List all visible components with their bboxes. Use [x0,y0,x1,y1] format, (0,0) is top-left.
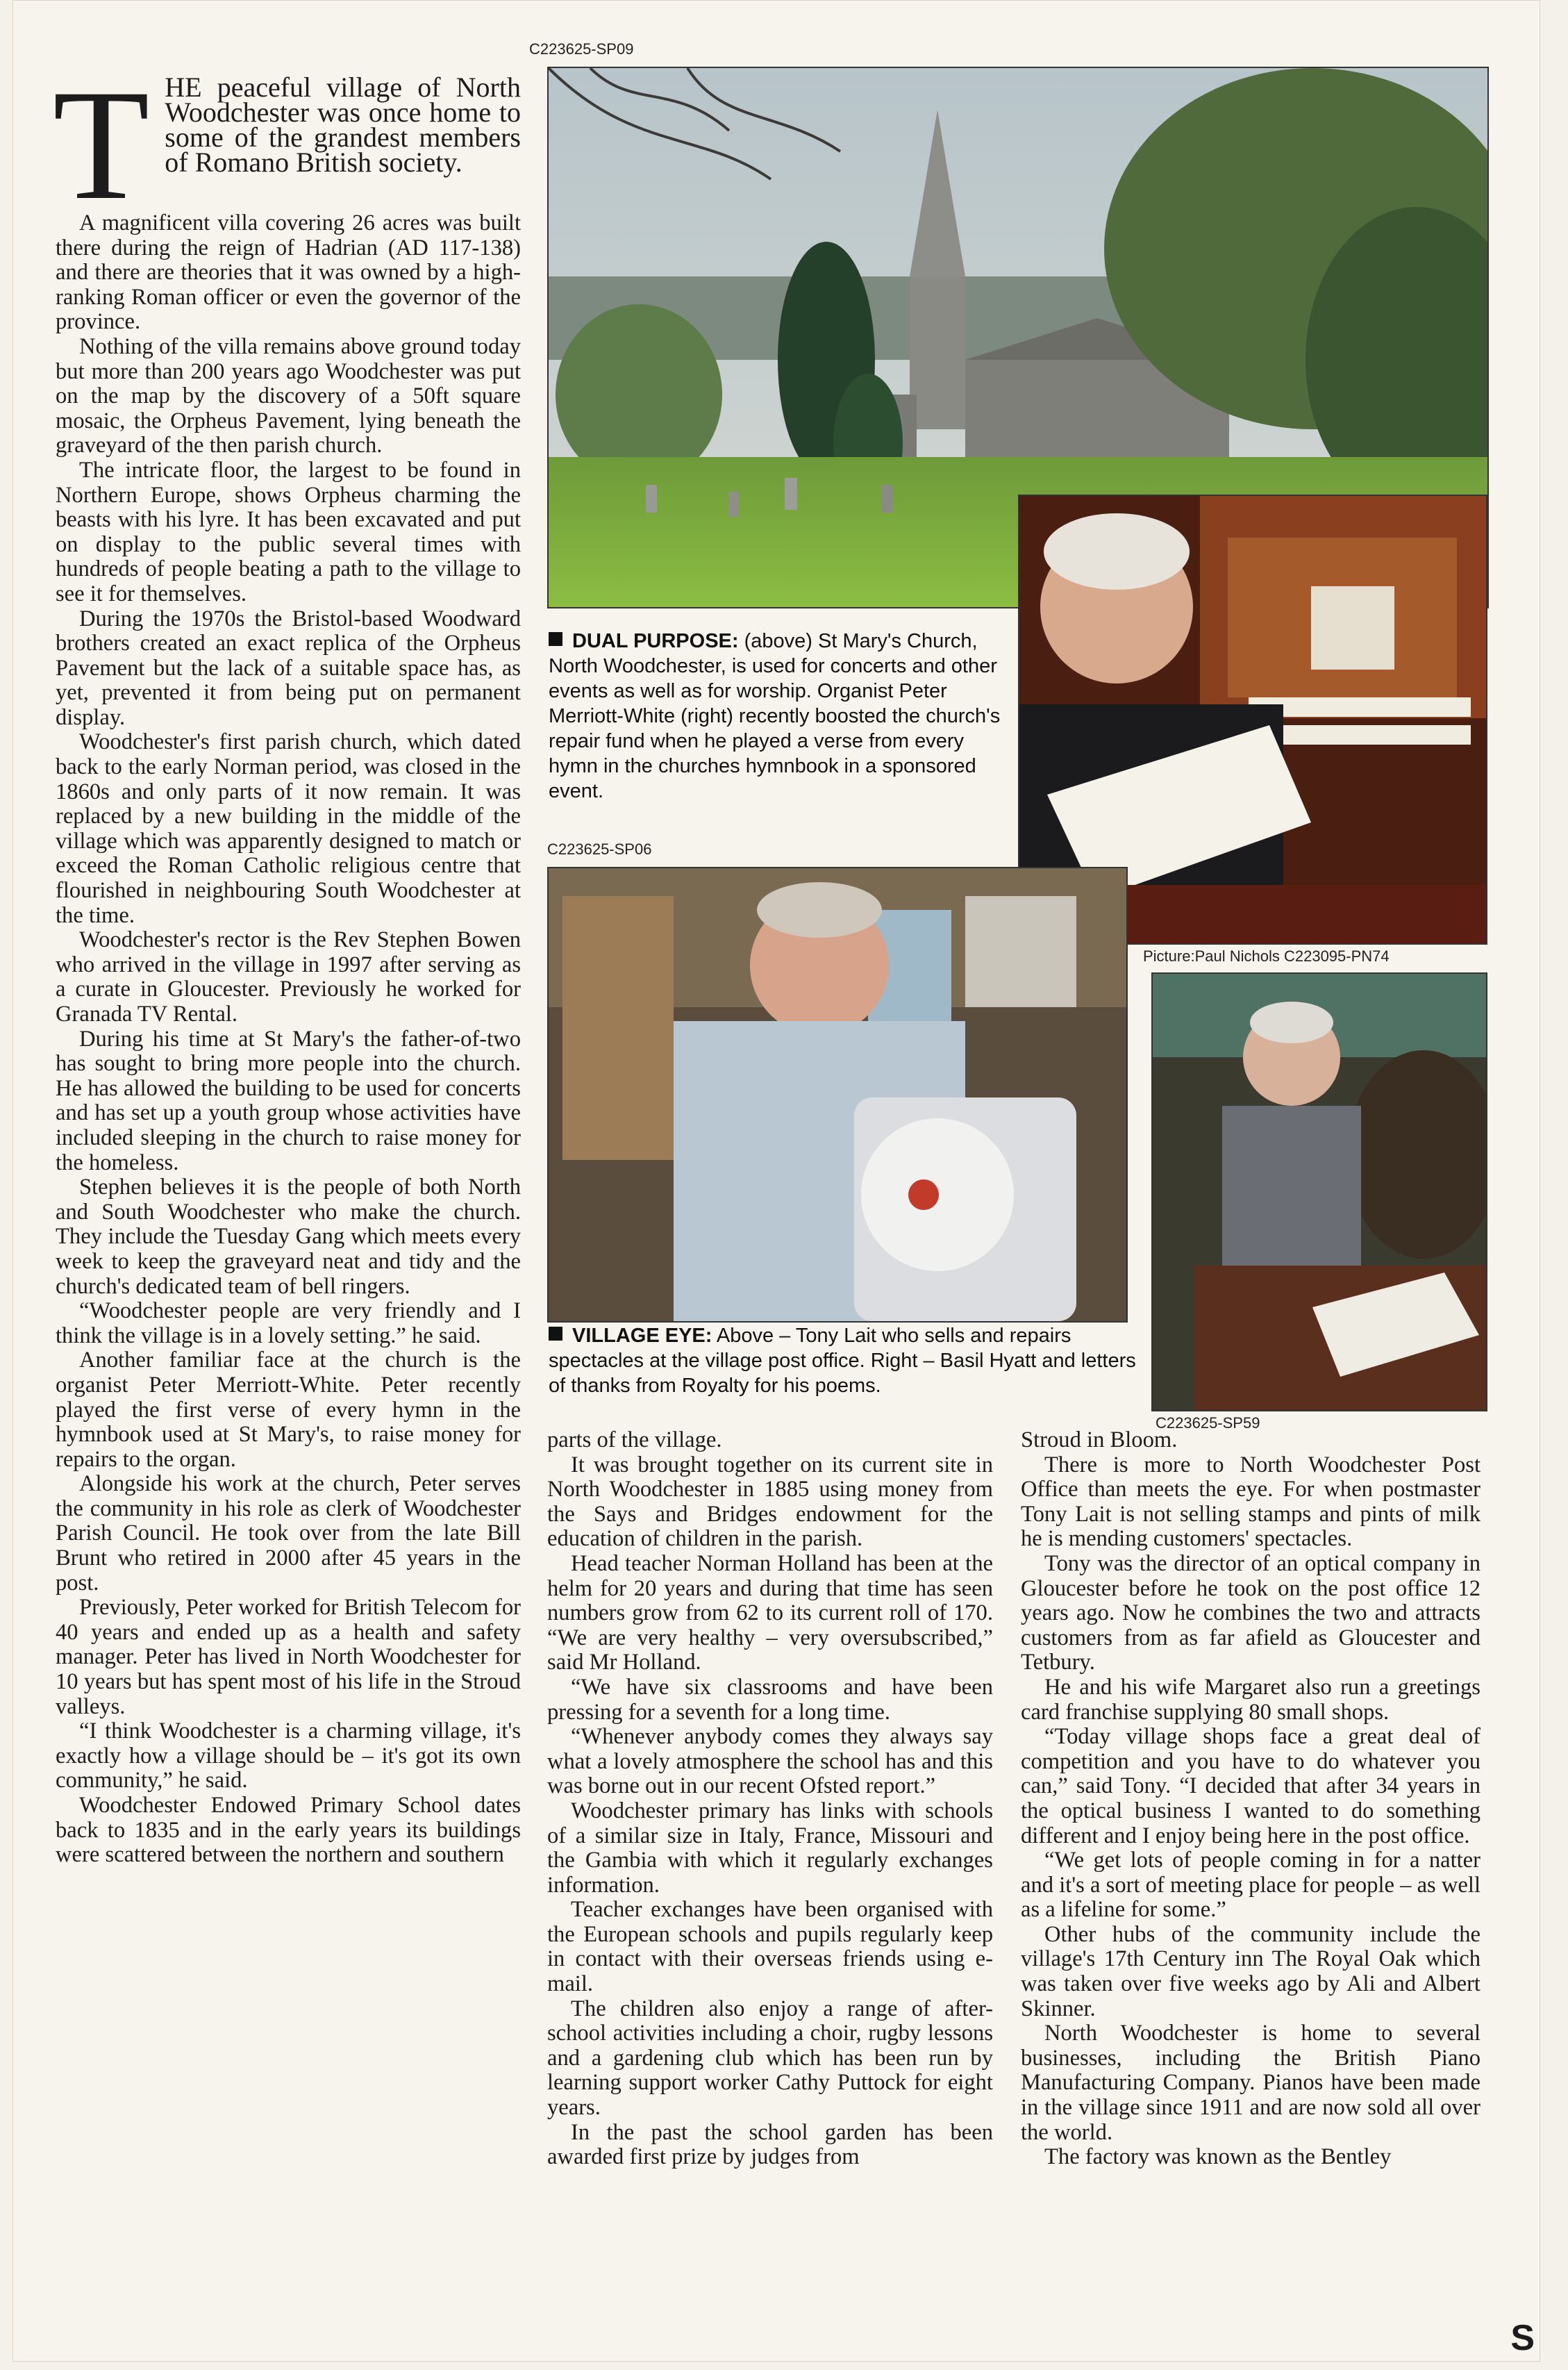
photo-credit: Picture:Paul Nichols C223095-PN74 [1143,947,1390,965]
photo-code-mid: C223625-SP06 [547,840,652,858]
paragraph: “We have six classrooms and have been pressing for a seventh for a long time. [547,1674,993,1725]
edge-mark: S [1510,2318,1535,2358]
lead-text: HE peaceful village of North Woodchester was once home to some of the grandest members of Romano British society. [165,72,521,178]
paragraph: The intricate floor, the largest to be found in Northern Europe, shows Orpheus charming the beasts with his lyre. It has been excavated and put on display to the public several times with hundreds of people beating a path to the village to see it for themselves. [56,457,521,606]
paragraph: “We get lots of people coming in for a natter and it's a sort of meeting place for people – as well as a lifeline for some.” [1021,1848,1481,1923]
caption-text: (above) St Mary's Church, North Woodchester, is used for concerts and other events as well as for worship. Organist Peter Merriott-White (right) recently boosted the church's repair fund when he played a verse from every hymn in the churches hymnbook in a sponsored event. [549,630,1001,802]
paragraph: Woodchester's first parish church, which dated back to the early Norman period, was closed in the 1860s and only parts of it now remain. It was replaced by a new building in the middle of the village which was apparently designed to match or exceed the Roman Catholic religious centre that flourished in neighbouring South Woodchester at the time. [56,729,521,928]
paragraph: “Woodchester people are very friendly and I think the village is in a lovely setting.” he said. [56,1298,521,1348]
paragraph: Head teacher Norman Holland has been at the helm for 20 years and during that time has seen numbers grow from 62 to its current roll of 170. “We are very healthy – very oversubscribed,” said Mr Holland. [547,1550,993,1675]
paragraph: Teacher exchanges have been organised with the European schools and pupils regularly keep in contact with their overseas friends using e-mail. [547,1897,993,1997]
article-column-3 [1021,1428,1481,2170]
paragraph: “Today village shops face a great deal of competition and you have to do whatever you can,” said Tony. “I decided that after 34 years in the optical business I wanted to do something different and I enjoy being here in the post office. [1021,1724,1481,1848]
paragraph: There is more to North Woodchester Post Office than meets the eye. For when postmaster Tony Lait is not selling stamps and pints of milk he is mending customers' spectacles. [1021,1452,1481,1552]
paragraph: The factory was known as the Bentley [1044,2144,1392,2170]
post-office-photo [547,867,1128,1323]
caption-kicker: DUAL PURPOSE: [572,630,739,652]
paragraph: Stroud in Bloom. [1021,1427,1178,1452]
paragraph: It was brought together on its current site in North Woodchester in 1885 using money from the Says and Bridges endowment for the education of children in the parish. [547,1452,993,1552]
paragraph: Woodchester primary has links with schools of a similar size in Italy, France, Missouri and the Gambia with which it regularly exchanges information. [547,1798,993,1898]
paragraph: Alongside his work at the church, Peter serves the community in his role as clerk of Woodchester Parish Council. He took over from the late Bill Brunt who retired in 2000 after 45 years in the post. [56,1471,521,1596]
paragraph: Woodchester's rector is the Rev Stephen Bowen who arrived in the village in 1997 after serving as a curate in Gloucester. Previously he worked for Granada TV Rental. [56,927,521,1027]
column-2-body [547,1428,993,2170]
paragraph: A magnificent villa covering 26 acres was built there during the reign of Hadrian (AD 117-138) and there are theories that it was owned by a high-ranking Roman officer or even the governor of the province. [56,210,521,335]
caption-dual-purpose [549,629,1007,804]
paragraph: “Whenever anybody comes they always say what a lovely atmosphere the school has and this was borne out in our recent Ofsted report.” [547,1724,993,1799]
drop-cap: T [53,58,150,233]
paragraph: The children also enjoy a range of after-school activities including a choir, rugby lessons and a gardening club which has been run by learning support worker Cathy Puttock for eight years. [547,1996,993,2121]
paragraph: Tony was the director of an optical company in Gloucester before he took on the post office 12 years ago. Now he combines the two and attracts customers from as far afield as Gloucester and Tetbury. [1021,1550,1481,1675]
paragraph: parts of the village. [547,1427,722,1452]
photo-code-bottom: C223625-SP59 [1156,1414,1260,1432]
paragraph: During the 1970s the Bristol-based Woodward brothers created an exact replica of the Orpheus Pavement but the lack of a suitable space has, as yet, prevented it from being put on permanent display. [56,606,521,730]
caption-kicker-2: VILLAGE EYE: [572,1325,712,1347]
caption-village-eye [549,1323,1146,1398]
paragraph: During his time at St Mary's the father-of-two has sought to bring more people into the church. He has allowed the building to be used for concerts and has set up a youth group whose activities have included sleeping in the church to raise money for the homeless. [56,1026,521,1175]
caption-text-2: Above – Tony Lait who sells and repairs spectacles at the village post office. Right – Basil Hyatt and letters of thanks from Royalty for his poems. [549,1325,1136,1397]
paragraph: Woodchester Endowed Primary School dates back to 1835 and in the early years its buildings were scattered between the northern and southern [56,1793,521,1868]
masthead-fragment [915,0,1346,14]
poet-photo [1151,972,1487,1411]
post-office-image [549,868,1126,1321]
paragraph: Nothing of the villa remains above ground today but more than 200 years ago Woodchester was put on the map by the discovery of a 50ft square mosaic, the Orpheus Pavement, lying beneath the graveyard of the then parish church. [56,333,521,458]
caption-bullet-icon-2 [549,1327,562,1341]
paragraph: Another familiar face at the church is the organist Peter Merriott-White. Peter recently played the first verse of every hymn in the hymnbook used at St Mary's, to raise money for repairs to the organ. [56,1348,521,1472]
newspaper-clipping [12,0,1540,2362]
paragraph: Previously, Peter worked for British Telecom for 40 years and ended up as a health and safety manager. Peter has lived in North Woodchester for 10 years but has spent most of his life in the Stroud valleys. [56,1595,521,1719]
paragraph: In the past the school garden has been awarded first prize by judges from [547,2119,993,2170]
paragraph: “I think Woodchester is a charming village, it's exactly how a village should be – it's got its own community,” he said. [56,1718,521,1793]
lead-paragraph [53,58,521,233]
paragraph: Stephen believes it is the people of both North and South Woodchester who make the church. They include the Tuesday Gang which meets every week to keep the graveyard neat and tidy and the church's dedicated team of bell ringers. [56,1175,521,1299]
caption-bullet-icon [549,632,562,646]
column-1-body [56,211,521,1868]
column-3-body [1021,1428,1481,2170]
photo-code-top: C223625-SP09 [529,40,634,58]
paragraph: Other hubs of the community include the village's 17th Century inn The Royal Oak which was taken over five weeks ago by Ali and Albert Skinner. [1021,1921,1481,2021]
article-column-1 [53,58,521,1868]
paragraph: North Woodchester is home to several businesses, including the British Piano Manufacturing Company. Pianos have been made in the village since 1911 and are now sold all over the world. [1021,2021,1481,2145]
paragraph: He and his wife Margaret also run a greetings card franchise supplying 80 small shops. [1021,1674,1481,1725]
article-column-2 [547,1428,993,2170]
poet-image [1153,974,1486,1410]
